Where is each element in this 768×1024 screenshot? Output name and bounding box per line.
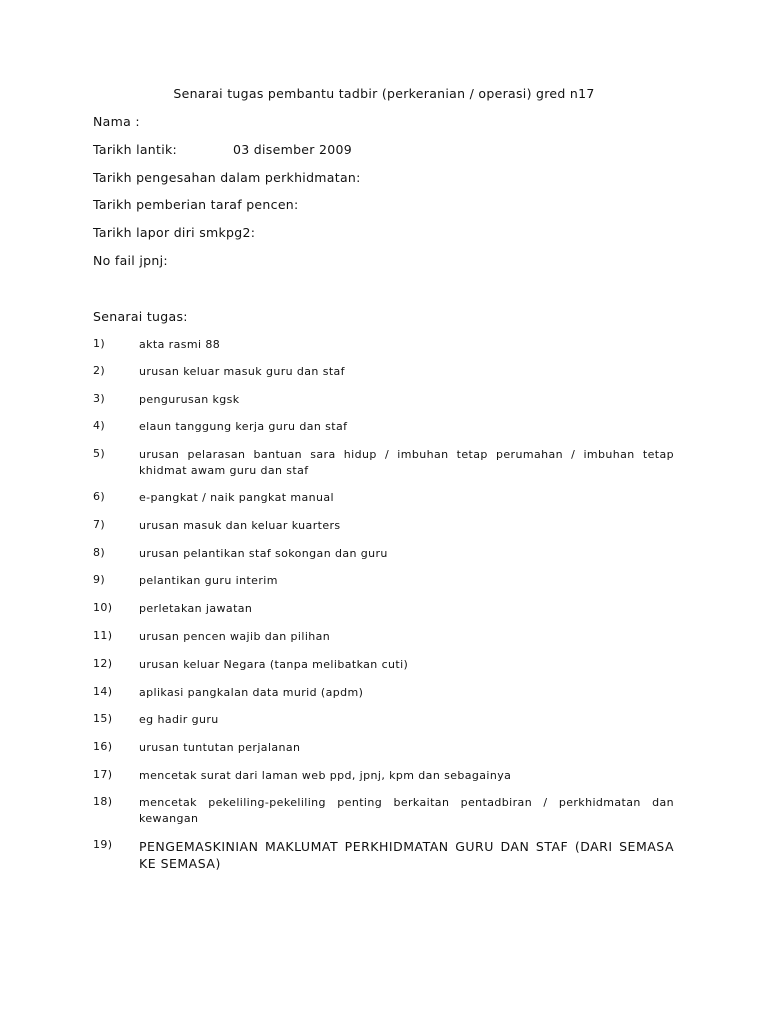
list-item — [93, 337, 674, 353]
field-nama: Nama : — [93, 114, 140, 129]
tarikh-lantik-value: 03 disember 2009 — [233, 142, 353, 157]
item-text: urusan masuk dan keluar kuarters — [139, 519, 341, 532]
item-number: 3) — [93, 392, 106, 405]
item-number: 12) — [93, 657, 113, 670]
item-number: 14) — [93, 685, 113, 698]
list-item — [93, 364, 674, 380]
item-number: 9) — [93, 573, 106, 586]
list-item — [93, 490, 674, 506]
item-text: urusan keluar masuk guru dan staf — [139, 365, 345, 378]
list-item — [93, 419, 674, 435]
item-text: urusan pelantikan staf sokongan dan guru — [139, 547, 388, 560]
item-text: urusan pelarasan bantuan sara hidup / imbuhan tetap perumahan / imbuhan tetap khidmat awam guru dan staf — [139, 448, 674, 477]
item-number: 1) — [93, 337, 106, 350]
item-number: 5) — [93, 447, 106, 460]
item-number: 8) — [93, 546, 106, 559]
list-heading: Senarai tugas: — [93, 309, 188, 324]
item-number: 18) — [93, 795, 113, 808]
item-number: 2) — [93, 364, 106, 377]
tarikh-lantik-label: Tarikh lantik: — [93, 142, 178, 157]
list-item — [93, 518, 674, 534]
item-text: eg hadir guru — [139, 713, 219, 726]
field-tarikh-pengesahan: Tarikh pengesahan dalam perkhidmatan: — [93, 170, 361, 185]
item-text: aplikasi pangkalan data murid (apdm) — [139, 686, 364, 699]
list-item — [93, 546, 674, 562]
item-number: 7) — [93, 518, 106, 531]
item-text: pelantikan guru interim — [139, 574, 278, 587]
item-text: urusan pencen wajib dan pilihan — [139, 630, 331, 643]
list-item — [93, 392, 674, 408]
item-text: e-pangkat / naik pangkat manual — [139, 491, 334, 504]
list-item — [93, 712, 674, 728]
item-text: pengurusan kgsk — [139, 393, 240, 406]
list-item — [93, 601, 674, 617]
item-text: urusan tuntutan perjalanan — [139, 741, 301, 754]
field-tarikh-pemberian: Tarikh pemberian taraf pencen: — [93, 197, 299, 212]
item-number: 16) — [93, 740, 113, 753]
field-no-fail: No fail jpnj: — [93, 253, 168, 268]
item-text: urusan keluar Negara (tanpa melibatkan cuti) — [139, 658, 409, 671]
item-number: 15) — [93, 712, 113, 725]
item-text: akta rasmi 88 — [139, 338, 221, 351]
item-number: 4) — [93, 419, 106, 432]
item-text: mencetak pekeliling-pekeliling penting berkaitan pentadbiran / perkhidmatan dan kewangan — [139, 796, 674, 825]
item-number: 11) — [93, 629, 113, 642]
item-text: perletakan jawatan — [139, 602, 253, 615]
item-text: PENGEMASKINIAN MAKLUMAT PERKHIDMATAN GURU DAN STAF (DARI SEMASA KE SEMASA) — [139, 839, 674, 871]
list-item — [93, 573, 674, 589]
list-item — [93, 838, 674, 872]
list-item — [93, 740, 674, 756]
list-item — [93, 795, 674, 827]
item-number: 17) — [93, 768, 113, 781]
document-title: Senarai tugas pembantu tadbir (perkeranian / operasi) gred n17 — [173, 86, 595, 101]
item-text: elaun tanggung kerja guru dan staf — [139, 420, 348, 433]
list-item — [93, 447, 674, 479]
field-tarikh-lantik — [93, 142, 353, 157]
item-number: 19) — [93, 838, 113, 851]
item-text: mencetak surat dari laman web ppd, jpnj, kpm dan sebagainya — [139, 769, 512, 782]
list-item — [93, 657, 674, 673]
item-number: 6) — [93, 490, 106, 503]
list-item — [93, 768, 674, 784]
field-tarikh-lapor: Tarikh lapor diri smkpg2: — [93, 225, 256, 240]
list-item — [93, 685, 674, 701]
list-item — [93, 629, 674, 645]
item-number: 10) — [93, 601, 113, 614]
